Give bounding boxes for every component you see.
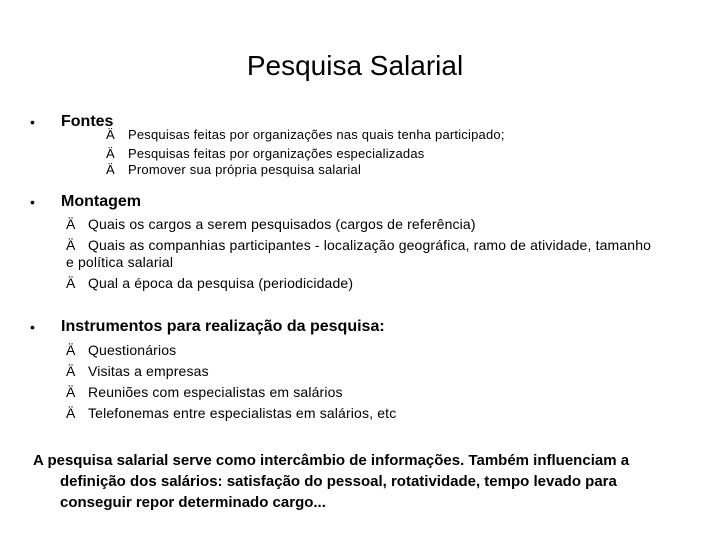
bullet-icon: • — [30, 319, 35, 335]
list-item — [66, 361, 209, 382]
section-heading-montagem: Montagem — [61, 193, 141, 210]
footer-paragraph — [33, 450, 673, 513]
list-item-text: Telefonemas entre especialistas em salários, etc — [88, 405, 397, 421]
list-item — [66, 403, 396, 424]
arrow-bullet-icon: Ä — [66, 342, 76, 358]
section-heading-fontes: Fontes — [61, 113, 114, 130]
arrow-bullet-icon: Ä — [66, 384, 76, 400]
list-item-text: Pesquisas feitas por organizações especializadas — [128, 146, 425, 161]
list-item — [66, 214, 476, 235]
list-item-text: Quais as companhias participantes - localização geográfica, ramo de atividade, tamanho — [88, 237, 652, 253]
list-item-text: Questionários — [88, 342, 177, 358]
arrow-bullet-icon: Ä — [106, 162, 115, 177]
list-item-text: Qual a época da pesquisa (periodicidade) — [88, 275, 354, 291]
list-item-text: Visitas a empresas — [88, 363, 209, 379]
list-item-text: Pesquisas feitas por organizações nas quais tenha participado; — [128, 127, 505, 142]
list-item-text: Promover sua própria pesquisa salarial — [128, 162, 362, 177]
arrow-bullet-icon: Ä — [66, 216, 76, 232]
arrow-bullet-icon: Ä — [106, 127, 115, 142]
slide-title: Pesquisa Salarial — [246, 50, 464, 81]
list-item — [106, 127, 505, 143]
arrow-bullet-icon: Ä — [66, 237, 76, 253]
footer-line: definição dos salários: satisfação do pessoal, rotatividade, tempo levado para — [60, 473, 617, 490]
arrow-bullet-icon: Ä — [66, 363, 76, 379]
list-item — [106, 146, 425, 162]
list-item-text: Quais os cargos a serem pesquisados (cargos de referência) — [88, 216, 476, 232]
list-item — [66, 382, 343, 403]
list-item-continuation: e política salarial — [66, 254, 174, 270]
section-heading-instrumentos: Instrumentos para realização da pesquisa: — [61, 318, 385, 335]
footer-line: conseguir repor determinado cargo... — [60, 494, 326, 511]
footer-line: A pesquisa salarial serve como intercâmbio de informações. Também influenciam a — [33, 452, 630, 469]
list-item-text: Reuniões com especialistas em salários — [88, 384, 343, 400]
list-item — [66, 273, 353, 294]
list-item — [106, 162, 361, 178]
list-item — [66, 340, 176, 361]
bullet-icon: • — [30, 194, 35, 210]
arrow-bullet-icon: Ä — [66, 275, 76, 291]
arrow-bullet-icon: Ä — [66, 405, 76, 421]
bullet-icon: • — [30, 114, 35, 130]
arrow-bullet-icon: Ä — [106, 146, 115, 161]
